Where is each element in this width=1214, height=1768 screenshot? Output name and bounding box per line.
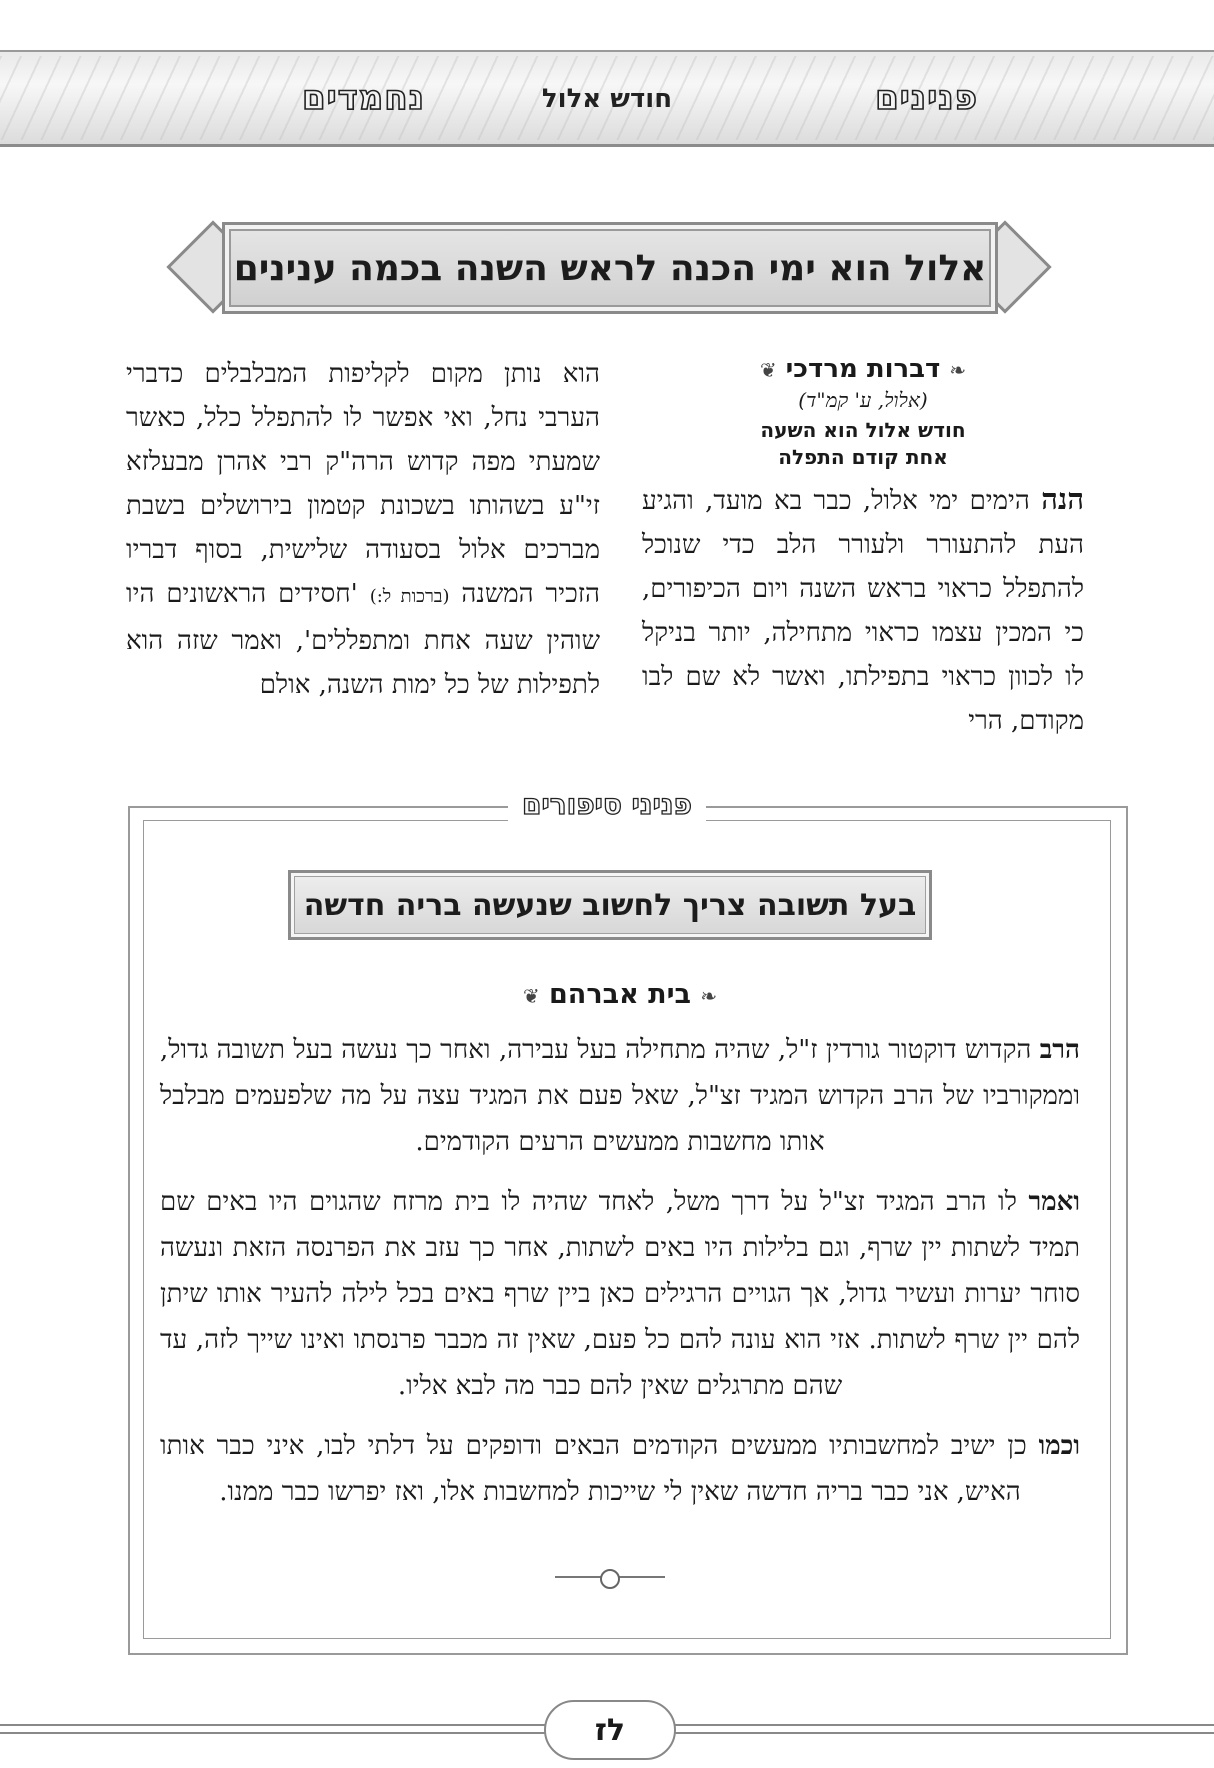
ornament-icon: ❦ — [522, 984, 540, 1008]
story-title: בעל תשובה צריך לחשוב שנעשה בריה חדשה — [288, 870, 932, 940]
left-column-text-2: 'חסידים הראשונים היו שוהין שעה אחת ומתפללים', ואמר שזה הוא לתפילות של כל ימות השנה, אולם — [126, 579, 600, 700]
page-header — [0, 50, 1214, 147]
left-column-text-1: הוא נותן מקום לקליפות המבלבלים כדברי הערבי נחל, ואי אפשר לו להתפלל כלל, כאשר שמעתי מפה קדוש הרה"ק רבי אהרן מבעלזא זי"ע בשהותו בשכונת קטמון בירושלים בשבת מברכים אלול בסעודה שלישית, בסוף דבריו הזכיר המשנה — [126, 359, 601, 609]
ornament-icon: ❧ — [700, 984, 718, 1008]
ornament-icon: ❦ — [759, 358, 777, 382]
ornament-icon: ❧ — [949, 358, 967, 382]
subtitle-line-2: אחת קודם התפלה — [778, 445, 948, 469]
stories-frame-label — [0, 788, 1214, 821]
source-heading — [642, 352, 1084, 387]
story-paragraph-text: לו הרב המגיד זצ"ל על דרך משל, לאחד שהיה לו בית מרזח שהגוים היו באים שם תמיד לשתות יין שרף, וגם בלילות היו באים לשתות, אחר כך עזב את הפרנסה הזאת ונעשה סוחר יערות ועשיר גדול, אך הגויים הרגילים כאן ביין שרף באים בכל לילה להעיר אותו שיתן להם יין שרף לשתות. אזי הוא עונה להם כל פעם, שאין זה מכבר פרנסתו ואינו שייך לזה, עד שהם מתרגלים שאין להם כבר מה לבא אליו. — [160, 1187, 1080, 1401]
right-column-text: הימים ימי אלול, כבר בא מועד, והגיע העת להתעורר ולעורר הלב כדי שנוכל להתפלל כראוי בראש השנה ויום הכיפורים, כי המכין עצמו כראוי מתחילה, יותר בניקל לו לכוון כראוי בתפילתו, ואשר לא שם לבו מקודם, הרי — [642, 486, 1084, 736]
source-reference: (אלול, ע' קמ"ד) — [798, 388, 928, 412]
story-lead-word: וכמו — [1038, 1431, 1080, 1461]
lead-word: הנה — [1041, 482, 1085, 516]
left-column — [126, 352, 600, 707]
story-source — [160, 972, 1080, 1019]
source-title: דברות מרדכי — [785, 354, 941, 384]
divider-ornament-icon — [600, 1569, 620, 1589]
header-title-left: נחמדים — [302, 78, 426, 118]
story-paragraph — [160, 1027, 1080, 1165]
story-paragraph-text: כן ישיב למחשבותיו ממעשים הקודמים הבאים ודופקים על דלתי לבו, איני כבר אותו האיש, אני כבר בריה חדשה שאין לי שייכות למחשבות אלו, ואז יפרשו כבר ממנו. — [160, 1431, 1027, 1507]
stories-section-title: פניני סיפורים — [508, 788, 706, 821]
story-lead-word: הרב — [1039, 1035, 1081, 1065]
page-number: לז — [544, 1700, 676, 1760]
main-title-box — [222, 222, 998, 314]
story-paragraph-text: הקדוש דוקטור גורדין ז"ל, שהיה מתחילה בעל עבירה, ואחר כך נעשה בעל תשובה גדול, וממקורביו של הרב הקדוש המגיד זצ"ל, שאל פעם את המגיד עצה על מה שלפעמים מבלבל אותו מחשבות ממעשים הרעים הקודמים. — [160, 1035, 1080, 1157]
right-column-body — [642, 477, 1084, 743]
story-source-title: בית אברהם — [549, 979, 691, 1010]
left-column-citation: (ברכות ל:) — [369, 586, 450, 607]
story-paragraph — [160, 1423, 1080, 1515]
header-month: חודש אלול — [541, 84, 673, 114]
left-column-body — [126, 352, 600, 707]
right-column — [642, 352, 1084, 743]
story-paragraph — [160, 1179, 1080, 1409]
story-body — [160, 972, 1080, 1529]
main-title: אלול הוא ימי הכנה לראש השנה בכמה ענינים — [233, 247, 987, 289]
story-lead-word: ואמר — [1028, 1187, 1080, 1217]
subtitle-line-1: חודש אלול הוא השעה — [760, 418, 966, 442]
header-title-right: פנינים — [875, 78, 978, 118]
